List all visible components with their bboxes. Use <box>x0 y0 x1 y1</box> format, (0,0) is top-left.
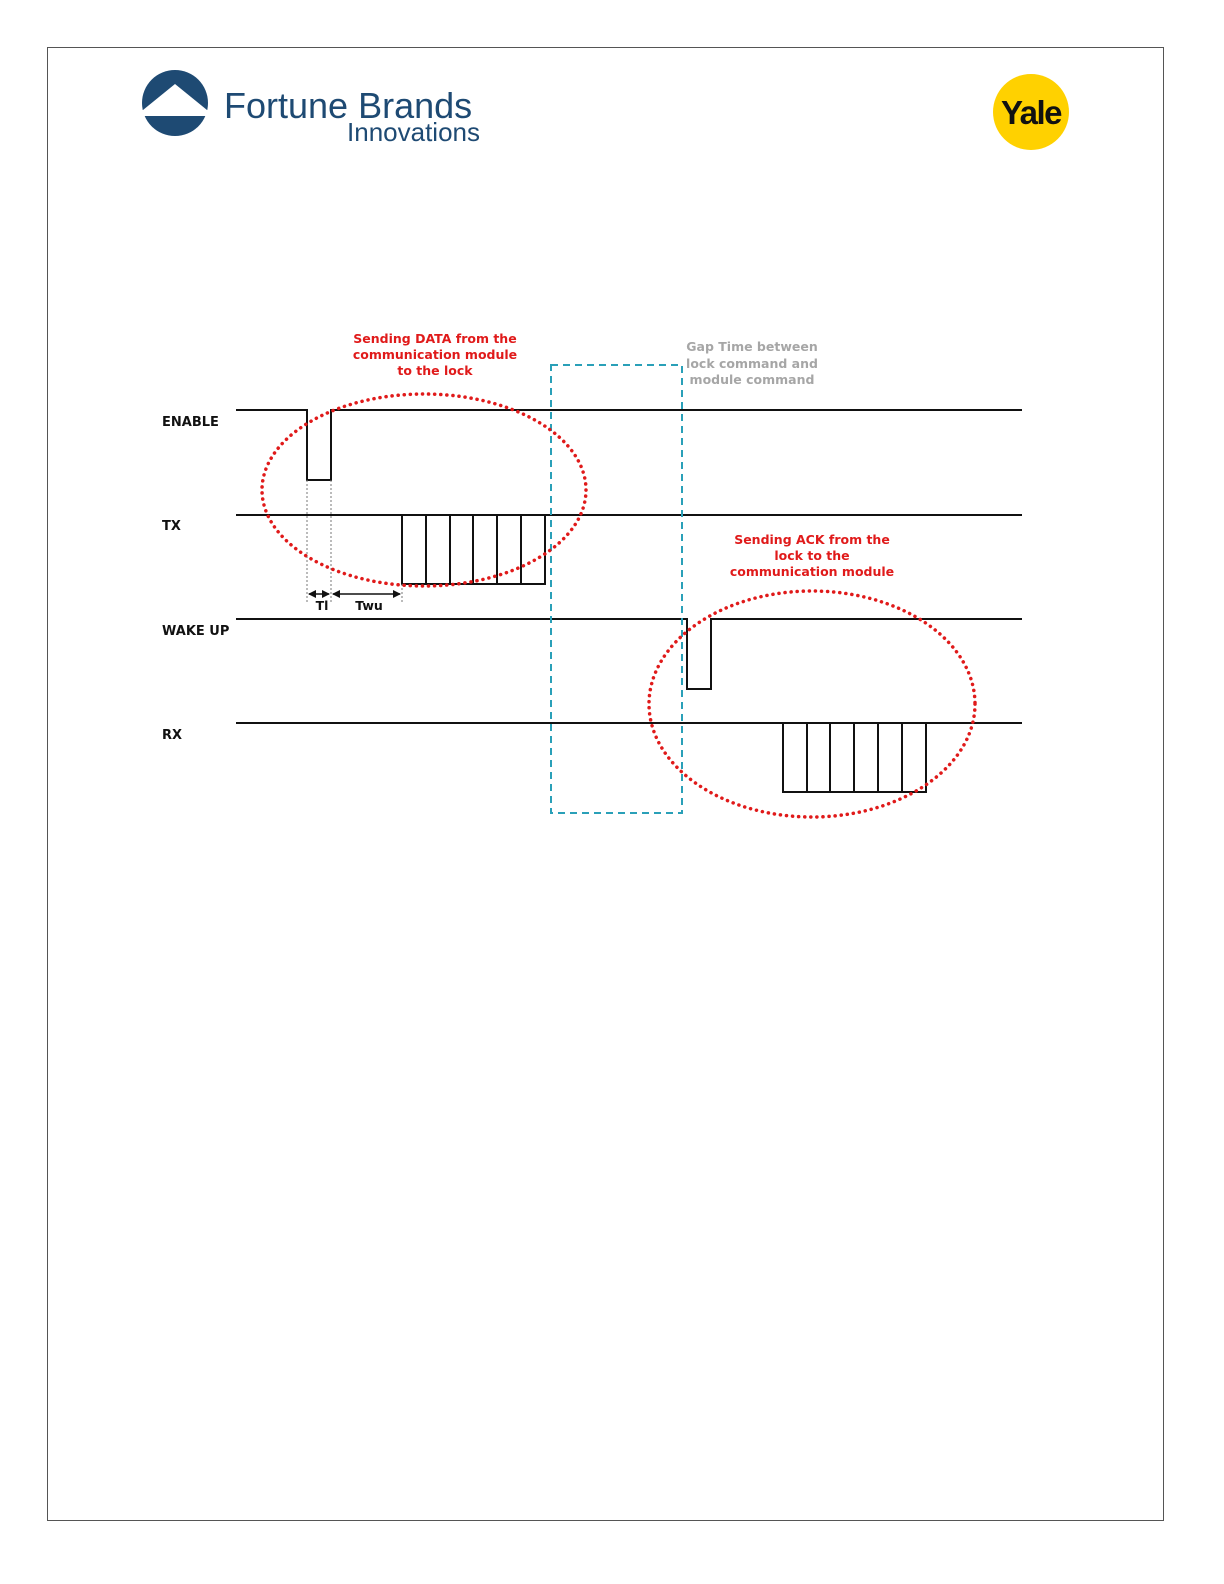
gap-time-line-1: Gap Time between <box>686 339 818 354</box>
timing-guides <box>307 480 402 602</box>
send-ack-annotation <box>730 532 894 579</box>
gap-time-line-2: lock command and <box>686 356 818 371</box>
send-data-line-3: to the lock <box>397 363 473 378</box>
rx-waveform <box>236 723 1022 792</box>
signal-label-tx: TX <box>162 519 181 534</box>
send-ack-line-1: Sending ACK from the <box>734 532 890 547</box>
send-ack-line-3: communication module <box>729 564 895 579</box>
send-ack-line-2: lock to the <box>774 548 850 563</box>
gap-time-box <box>551 365 682 813</box>
twu-label: Twu <box>355 598 383 613</box>
signal-label-wake-up: WAKE UP <box>162 624 230 639</box>
send-ack-highlight <box>649 591 975 817</box>
send-data-line-1: Sending DATA from the <box>353 331 517 346</box>
send-data-highlight <box>262 394 586 586</box>
send-data-annotation <box>353 331 517 378</box>
wake-up-waveform <box>236 619 1022 689</box>
company-division: Innovations <box>347 117 480 147</box>
yale-wordmark: Yale <box>1000 94 1062 131</box>
signal-label-enable: ENABLE <box>162 415 219 430</box>
gap-time-annotation <box>686 339 818 387</box>
signal-label-rx: RX <box>162 728 183 743</box>
enable-waveform <box>236 410 1022 480</box>
company-name: Fortune Brands <box>224 85 473 126</box>
tl-label: Tl <box>315 598 329 613</box>
gap-time-line-3: module command <box>689 372 815 387</box>
send-data-line-2: communication module <box>352 347 518 362</box>
tx-waveform <box>236 515 1022 584</box>
